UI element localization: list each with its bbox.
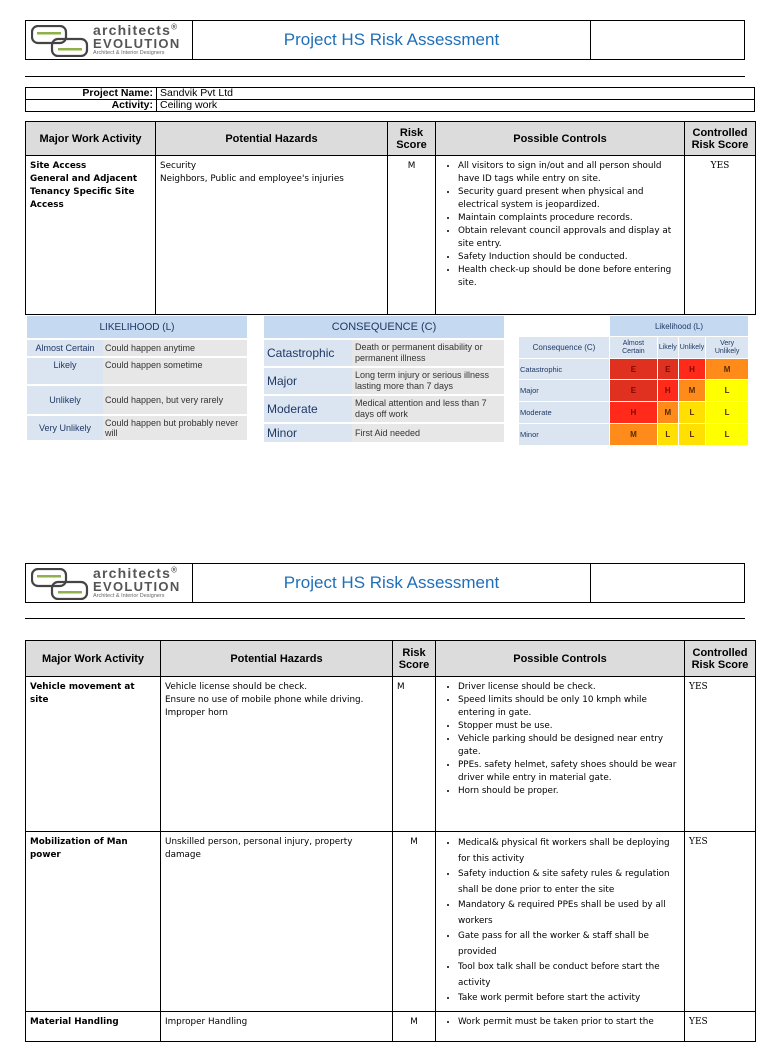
control-item: • Work permit must be taken prior to start the <box>458 1016 680 1029</box>
logo-tagline: Architect & Interior Designers <box>93 593 165 599</box>
risk-score: M <box>393 677 436 832</box>
consequence-key: Moderate <box>264 395 352 423</box>
col-header-controls: Possible Controls <box>436 122 685 156</box>
hazard-text: Security <box>160 161 197 171</box>
control-item: • Speed limits should be only 10 kmph while entering in gate. <box>458 694 680 720</box>
risk-score: M <box>393 1011 436 1041</box>
matrix-col-header: Almost Certain <box>610 337 658 359</box>
likelihood-key: Likely <box>27 357 103 385</box>
controlled-score: YES <box>685 1011 756 1041</box>
control-item: • Tool box talk shall be conduct before start the activity <box>458 960 680 991</box>
control-item: • Driver license should be check. <box>458 681 680 694</box>
likelihood-title: LIKELIHOOD (L) <box>27 316 247 339</box>
risk-score: M <box>393 832 436 1012</box>
matrix-col-header: Very Unlikely <box>706 337 749 359</box>
activity-label: Activity: <box>26 100 157 112</box>
logo-tagline: Architect & Interior Designers <box>93 50 165 56</box>
control-item: • Stopper must be use. <box>458 720 680 733</box>
controls-list <box>440 1016 680 1029</box>
matrix-cell: L <box>706 402 749 424</box>
hazard-text: Improper Handling <box>161 1011 393 1041</box>
matrix-cell: L <box>678 402 706 424</box>
consequence-key: Minor <box>264 423 352 443</box>
col-header-controls: Possible Controls <box>436 641 685 677</box>
registered-mark: ® <box>171 22 179 32</box>
control-item: • Maintain complaints procedure records. <box>458 212 680 225</box>
controls-list <box>440 836 680 1007</box>
consequence-key: Major <box>264 367 352 395</box>
matrix-row-label: Minor <box>519 424 610 446</box>
controlled-score: YES <box>685 156 756 315</box>
control-item: • Mandatory & required PPEs shall be used by all workers <box>458 898 680 929</box>
page-header <box>25 20 745 60</box>
matrix-cell: H <box>610 402 658 424</box>
consequence-desc: Long term injury or serious illness lasting more than 7 days <box>352 367 504 395</box>
hazard-text: Neighbors, Public and employee's injuries <box>160 174 344 184</box>
control-item: • Safety Induction should be conducted. <box>458 251 680 264</box>
logo-mark-icon <box>31 25 89 57</box>
risk-table-2 <box>25 640 756 1042</box>
likelihood-key: Very Unlikely <box>27 415 103 441</box>
control-item: • Safety induction & site safety rules & regulation shall be done prior to enter the site <box>458 867 680 898</box>
hazard-text: Improper horn <box>165 708 228 718</box>
likelihood-desc: Could happen anytime <box>103 339 247 357</box>
matrix-col-header: Likely <box>657 337 678 359</box>
page-header <box>25 563 745 603</box>
matrix-cell: E <box>610 380 658 402</box>
matrix-cell: E <box>657 359 678 380</box>
risk-matrix <box>518 315 749 446</box>
registered-mark: ® <box>171 565 179 575</box>
controls-list <box>440 681 680 798</box>
activity-text: Mobilization of Man power <box>26 832 161 1012</box>
table-row <box>26 156 756 315</box>
col-header-activity: Major Work Activity <box>26 641 161 677</box>
activity-text: Material Handling <box>26 1011 161 1041</box>
matrix-cell: H <box>678 359 706 380</box>
table-row <box>26 677 756 832</box>
control-item: • Vehicle parking should be designed near entry gate. <box>458 733 680 759</box>
control-item: • Horn should be proper. <box>458 785 680 798</box>
control-item: • Gate pass for all the worker & staff shall be provided <box>458 929 680 960</box>
divider <box>25 76 745 77</box>
consequence-desc: Death or permanent disability or permanent illness <box>352 339 504 367</box>
controls-list <box>440 160 680 290</box>
matrix-cell: L <box>706 424 749 446</box>
control-item: • PPEs. safety helmet, safety shoes should be wear driver while entry in material gate. <box>458 759 680 785</box>
col-header-controlled-score: Controlled Risk Score <box>685 122 756 156</box>
company-logo <box>26 564 193 602</box>
logo-text: architects <box>93 22 172 38</box>
consequence-desc: Medical attention and less than 7 days off work <box>352 395 504 423</box>
consequence-legend <box>264 316 504 444</box>
table-row <box>26 832 756 1012</box>
col-header-risk-score: Risk Score <box>388 122 436 156</box>
likelihood-key: Almost Certain <box>27 339 103 357</box>
matrix-row-label: Major <box>519 380 610 402</box>
table-row <box>26 1011 756 1041</box>
header-blank-cell <box>590 564 744 602</box>
project-info-table <box>25 87 755 112</box>
document-title: Project HS Risk Assessment <box>283 30 500 49</box>
matrix-cell: M <box>706 359 749 380</box>
activity-text: Vehicle movement at site <box>26 677 161 832</box>
logo-mark-icon <box>31 568 89 600</box>
matrix-cell: M <box>657 402 678 424</box>
col-header-controlled-score: Controlled Risk Score <box>685 641 756 677</box>
matrix-consequence-title: Consequence (C) <box>519 337 610 359</box>
risk-table-1 <box>25 121 756 315</box>
matrix-col-header: Unlikely <box>678 337 706 359</box>
col-header-activity: Major Work Activity <box>26 122 156 156</box>
control-item: • Security guard present when physical and electrical system is jeopardized. <box>458 186 680 212</box>
consequence-desc: First Aid needed <box>352 423 504 443</box>
matrix-cell: M <box>610 424 658 446</box>
divider <box>25 618 745 619</box>
likelihood-desc: Could happen, but very rarely <box>103 385 247 415</box>
consequence-key: Catastrophic <box>264 339 352 367</box>
control-item: • Health check-up should be done before entering site. <box>458 264 680 290</box>
likelihood-desc: Could happen sometime <box>103 357 247 385</box>
likelihood-desc: Could happen but probably never will <box>103 415 247 441</box>
header-blank-cell <box>590 21 744 59</box>
matrix-row-label: Moderate <box>519 402 610 424</box>
logo-text: architects <box>93 565 172 581</box>
matrix-cell: L <box>678 424 706 446</box>
hazard-text: Unskilled person, personal injury, property damage <box>161 832 393 1012</box>
likelihood-legend <box>27 316 247 442</box>
matrix-cell: E <box>610 359 658 380</box>
controlled-score: YES <box>685 832 756 1012</box>
logo-text-evolution: EVOLUTION <box>93 579 181 594</box>
company-logo <box>26 21 193 59</box>
risk-score: M <box>388 156 436 315</box>
matrix-cell: M <box>678 380 706 402</box>
control-item: • Take work permit before start the activity <box>458 991 680 1007</box>
likelihood-key: Unlikely <box>27 385 103 415</box>
matrix-likelihood-title: Likelihood (L) <box>610 316 749 337</box>
consequence-title: CONSEQUENCE (C) <box>264 316 504 339</box>
matrix-row-label: Catastrophic <box>519 359 610 380</box>
logo-text-evolution: EVOLUTION <box>93 36 181 51</box>
control-item: • All visitors to sign in/out and all person should have ID tags while entry on site. <box>458 160 680 186</box>
matrix-cell: H <box>657 380 678 402</box>
col-header-risk-score: Risk Score <box>393 641 436 677</box>
project-name-value: Sandvik Pvt Ltd <box>157 88 755 100</box>
project-name-label: Project Name: <box>26 88 157 100</box>
matrix-cell: L <box>657 424 678 446</box>
activity-text: General and Adjacent Tenancy Specific Site Access <box>30 174 138 210</box>
activity-value: Ceiling work <box>157 100 755 112</box>
col-header-hazards: Potential Hazards <box>161 641 393 677</box>
controlled-score: YES <box>685 677 756 832</box>
document-title: Project HS Risk Assessment <box>283 573 500 592</box>
col-header-hazards: Potential Hazards <box>156 122 388 156</box>
control-item: • Medical& physical fit workers shall be deploying for this activity <box>458 836 680 867</box>
activity-text: Site Access <box>30 161 87 171</box>
hazard-text: Vehicle license should be check. <box>165 682 308 692</box>
control-item: • Obtain relevant council approvals and display at site entry. <box>458 225 680 251</box>
hazard-text: Ensure no use of mobile phone while driving. <box>165 695 364 705</box>
matrix-cell: L <box>706 380 749 402</box>
